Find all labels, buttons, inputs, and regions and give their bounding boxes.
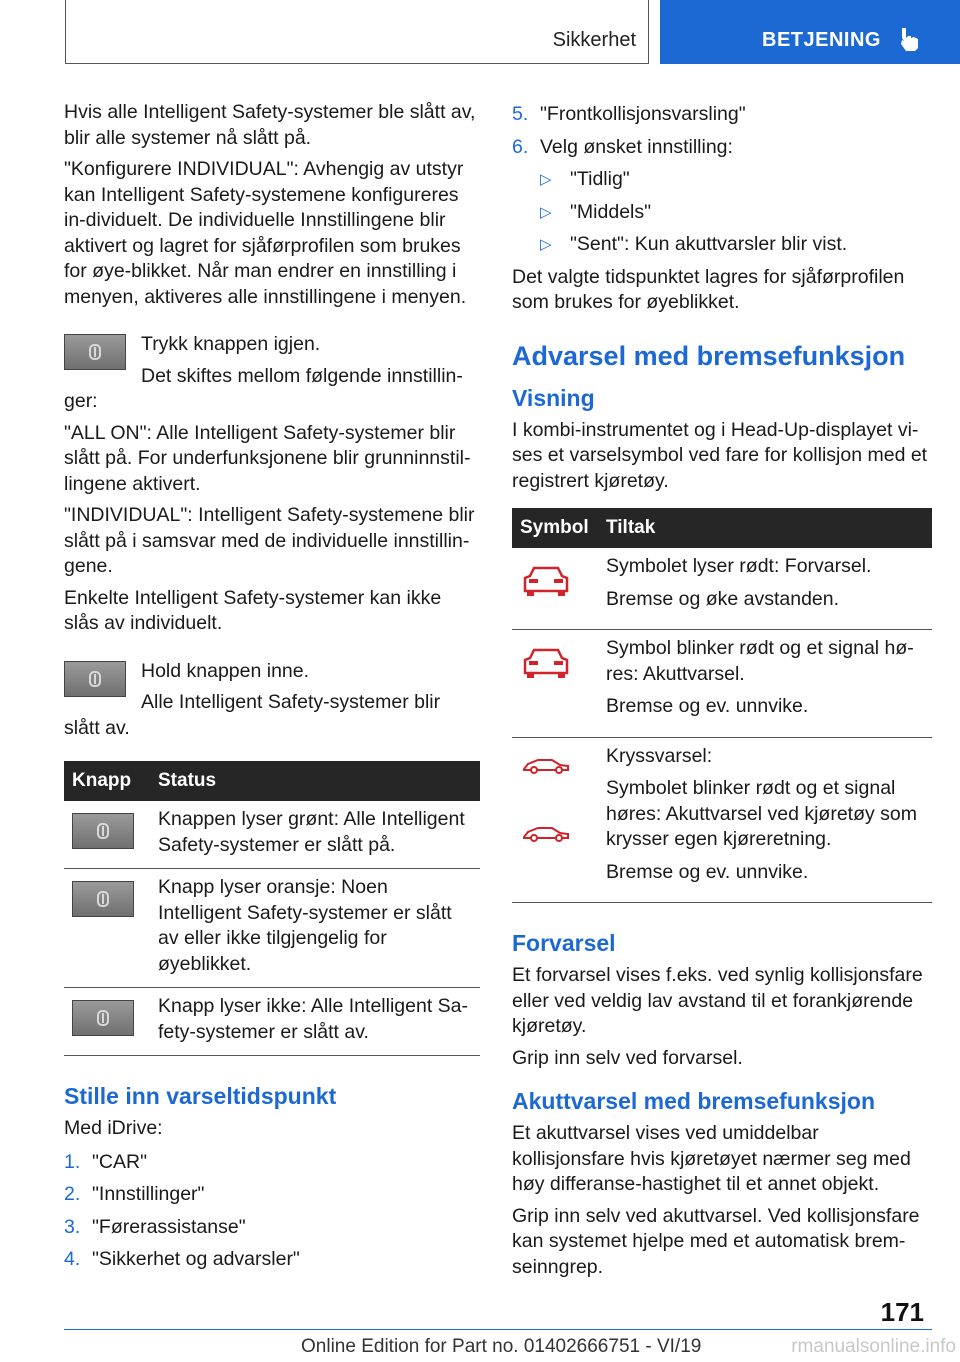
main-heading: Advarsel med bremsefunksjon: [512, 340, 906, 371]
edition-text: Online Edition for Part no. 01402666751 - VI/19: [301, 1336, 702, 1357]
triangle-bullet-icon: ▷: [540, 236, 552, 253]
step-list: [64, 1150, 480, 1273]
triangle-bullet-icon: ▷: [540, 171, 552, 188]
triangle-bullet-icon: ▷: [540, 203, 552, 221]
switch-text: Det skiftes mellom følgende innstillin-ger:: [64, 364, 463, 412]
forvarsel-text: Et forvarsel vises f.eks. ved synlig kollisjonsfare eller ved veldig lav avstand til et forankjørende kjøretøy.: [512, 964, 923, 1037]
car-rear-warning-icon: [520, 642, 572, 682]
visning-text: I kombi-instrumentet og i Head-Up-displayet vi-ses et varselsymbol ved fare for kollisjon med et registrert kjøretøy.: [512, 418, 928, 492]
safety-button-icon: [72, 881, 134, 917]
chapter-title: BETJENING: [762, 29, 881, 51]
all-on-text: "ALL ON": Alle Intelligent Safety-systemer blir slått på. For underfunksjonene blir grunninnstil-lingene aktivert.: [64, 421, 471, 495]
forvarsel-heading: Forvarsel: [512, 930, 616, 956]
column-header-status: Status: [150, 761, 480, 801]
step-item: [512, 102, 932, 128]
table-row: [512, 630, 932, 738]
status-cell: Knapp lyser ikke: Alle Intelligent Sa-fety-systemer er slått av.: [150, 988, 480, 1056]
table-row: [512, 737, 932, 903]
step-number: 5.: [512, 103, 529, 125]
step-item: [64, 1247, 480, 1273]
action-text: Kryssvarsel:: [606, 744, 713, 767]
action-text: Symbol blinker rødt og et signal hø-res: Akuttvarsel.: [606, 637, 914, 685]
configure-paragraph: "Konfigurere INDIVIDUAL": Avhengig av utstyr kan Intelligent Safety-systemene konfigureres in-dividuelt. De individuelle Innstillingene blir aktivert og lagret for sjåførprofilen som brukes for øye-blikket. Når man endrer en innstilling i menyen, aktiveres alle innstillingene i menyen.: [64, 158, 467, 308]
safety-button-icon: [64, 661, 126, 697]
status-cell: Knappen lyser grønt: Alle Intelligent Safety-systemer er slått på.: [150, 801, 480, 869]
button-status-table: [64, 761, 480, 1056]
action-text: Bremse og ev. unnvike.: [606, 695, 809, 717]
step-number: 1.: [64, 1150, 81, 1173]
car-side-warning-icon: [520, 822, 572, 844]
action-text: Bremse og ev. unnvike.: [606, 860, 809, 883]
saved-text: Det valgte tidspunktet lagres for sjåførprofilen som brukes for øyeblikket.: [512, 265, 905, 313]
step-text: "Frontkollisjonsvarsling": [540, 103, 746, 125]
column-header-tiltak: Tiltak: [598, 508, 932, 548]
option-item: ▷ "Sent": Kun akuttvarsler blir vist.: [540, 232, 932, 258]
visning-heading: Visning: [512, 384, 595, 411]
step-number: 4.: [64, 1248, 81, 1270]
step-number: 3.: [64, 1215, 81, 1238]
forvarsel-grip-text: Grip inn selv ved forvarsel.: [512, 1046, 743, 1069]
left-column: [64, 100, 480, 1280]
step-item: [512, 135, 932, 258]
step-item: [64, 1182, 480, 1208]
akutt-heading: Akuttvarsel med bremsefunksjon: [512, 1088, 876, 1114]
table-row: [64, 988, 480, 1056]
hold-text: Hold knappen inne.: [141, 659, 310, 682]
chapter-tab: [660, 0, 960, 64]
press-again-text: Trykk knappen igjen.: [141, 333, 321, 355]
section-heading-warning-time: Stille inn varseltidspunkt: [64, 1083, 337, 1109]
action-text: Symbolet lyser rødt: Forvarsel.: [606, 555, 872, 577]
action-text: Symbolet blinker rødt og et signal høres: Akuttvarsel ved kjøretøy som krysser egen kjøreretning.: [606, 777, 918, 850]
option-list: [540, 167, 932, 258]
symbol-action-table: [512, 508, 932, 903]
step-text: "Sikkerhet og advarsler": [92, 1248, 300, 1270]
table-row: [512, 548, 932, 630]
safety-button-icon: [64, 334, 126, 370]
status-cell: Knapp lyser oransje: Noen Intelligent Safety-systemer er slått av eller ikke tilgjengelig for øyeblikket.: [150, 869, 480, 988]
cannot-off-text: Enkelte Intelligent Safety-systemer kan ikke slås av individuelt.: [64, 586, 442, 634]
column-header-symbol: Symbol: [512, 508, 598, 548]
option-item: ▷ "Middels": [540, 200, 932, 226]
akutt-text: Et akuttvarsel vises ved umiddelbar kollisjonsfare hvis kjøretøyet nærmer seg med høy differanse-hastighet til et annet objekt.: [512, 1122, 911, 1195]
idrive-label: Med iDrive:: [64, 1117, 163, 1139]
step-text: "Innstillinger": [92, 1183, 205, 1205]
step-text: "CAR": [92, 1150, 148, 1173]
page-number: 171: [880, 1297, 924, 1327]
intro-paragraph: Hvis alle Intelligent Safety-systemer ble slått av, blir alle systemer nå slått på.: [64, 101, 476, 149]
car-side-warning-icon: [520, 754, 572, 776]
all-off-text: Alle Intelligent Safety-systemer blir slått av.: [64, 691, 441, 739]
step-number: 2.: [64, 1183, 81, 1205]
watermark-text: rmanualsonline.info: [791, 1336, 956, 1357]
individual-text: "INDIVIDUAL": Intelligent Safety-systemene blir slått på i samsvar med de individuelle innstillin-gene.: [64, 504, 475, 577]
hold-block: [64, 659, 480, 685]
step-number: 6.: [512, 135, 529, 158]
step-text: "Førerassistanse": [92, 1215, 246, 1238]
action-text: Bremse og øke avstanden.: [606, 587, 840, 610]
column-header-knapp: Knapp: [64, 761, 150, 801]
section-title: Sikkerhet: [552, 29, 636, 51]
table-row: [64, 869, 480, 988]
akutt-grip-text: Grip inn selv ved akuttvarsel. Ved kollisjonsfare kan systemet hjelpe med et automatisk brem-seinngrep.: [512, 1204, 920, 1278]
step-text: Velg ønsket innstilling:: [540, 135, 733, 158]
car-rear-warning-icon: [520, 560, 572, 600]
footer-divider: [64, 1329, 932, 1330]
right-column: [512, 100, 932, 1286]
safety-button-icon: [72, 813, 134, 849]
step-item: [64, 1215, 480, 1241]
option-item: ▷ "Tidlig": [540, 167, 932, 193]
table-row: [64, 801, 480, 869]
safety-button-icon: [72, 1000, 134, 1036]
header-section-box: [65, 0, 649, 64]
press-again-block: [64, 332, 480, 358]
hand-pointer-icon: [898, 26, 920, 52]
step-list-continued: [512, 102, 932, 258]
step-item: [64, 1150, 480, 1176]
